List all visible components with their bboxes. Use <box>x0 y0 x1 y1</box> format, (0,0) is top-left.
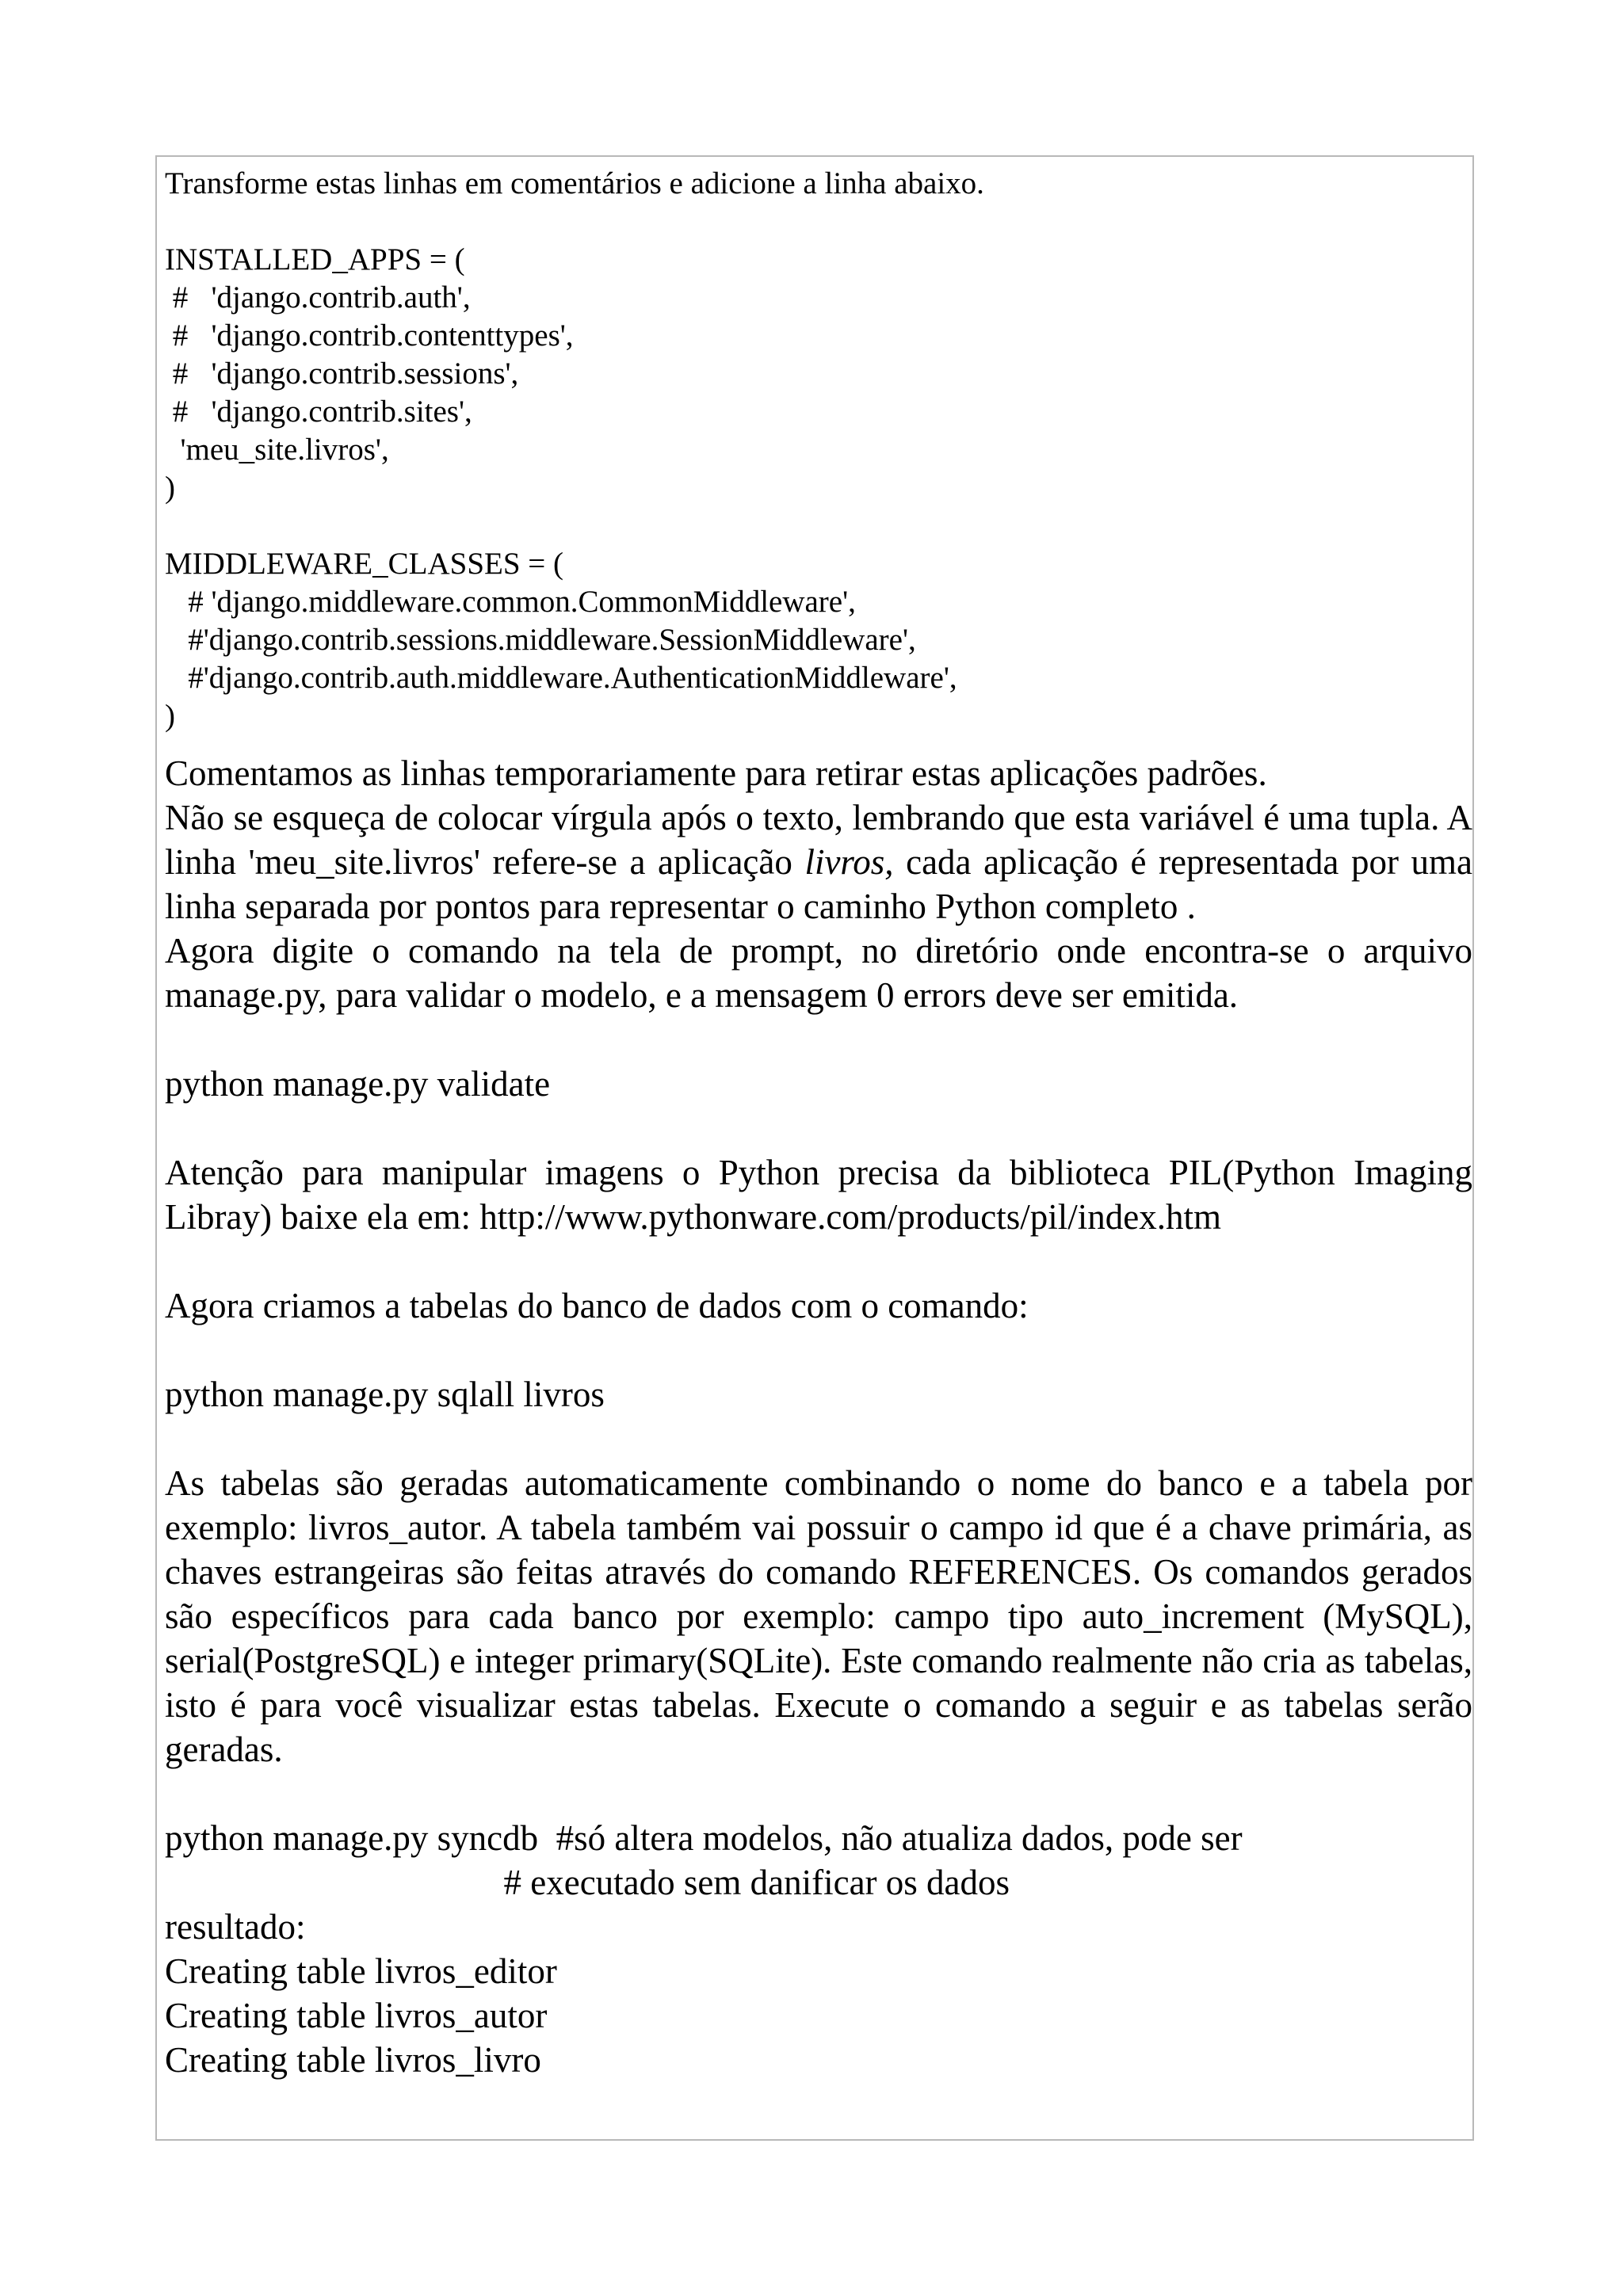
middleware-code <box>165 545 1472 735</box>
paragraph-text: cada aplicação é representada por uma linha separada por pontos para representar o caminho Python completo . <box>165 842 1472 926</box>
code-line: # 'django.contrib.contenttypes', <box>165 318 574 353</box>
result-label: resultado: <box>165 1907 306 1947</box>
code-line: ) <box>165 471 175 505</box>
installed-apps-code <box>165 241 1472 507</box>
intro-text: Transforme estas linhas em comentários e adicione a linha abaixo. <box>165 166 984 200</box>
code-line: # 'django.middleware.common.CommonMiddleware', <box>165 585 856 619</box>
code-line: # 'django.contrib.auth', <box>165 280 471 315</box>
code-line: #'django.contrib.auth.middleware.AuthenticationMiddleware', <box>165 661 957 695</box>
italic-text: livros, <box>804 842 894 882</box>
code-line: ) <box>165 699 175 733</box>
command-syncdb-comment: # executado sem danificar os dados <box>165 1863 1010 1902</box>
content-frame <box>155 155 1474 2141</box>
paragraph-tables: Agora criamos a tabelas do banco de dados com o comando: <box>165 1286 1029 1325</box>
code-line: MIDDLEWARE_CLASSES = ( <box>165 547 564 581</box>
paragraph-validate: Agora digite o comando na tela de prompt, no diretório onde encontra-se o arquivo manage.py, para validar o modelo, e a mensagem 0 errors deve ser emitida. <box>165 931 1472 1015</box>
result-line: Creating table livros_autor <box>165 1996 548 2035</box>
command-syncdb: python manage.py syncdb #só altera modelos, não atualiza dados, pode ser <box>165 1818 1243 1858</box>
paragraph-text: Não se esqueça de colocar vírgula após o texto, lembrando que esta variável é uma tupla. A linha 'meu_site.livros' refere-se a aplicação <box>165 798 1472 882</box>
paragraph-generated: As tabelas são geradas automaticamente combinando o nome do banco e a tabela por exemplo: livros_autor. A tabela também vai possuir o campo id que é a chave primária, as chaves estrangeiras são feitas através do comando REFERENCES. Os comandos gerados são específicos para cada banco por exemplo: campo tipo auto_increment (MySQL), serial(PostgreSQL) e integer primary(SQLite). Este comando realmente não cria as tabelas, isto é para você visualizar estas tabelas. Execute o comando a seguir e as tabelas serão geradas. <box>165 1463 1472 1769</box>
command-validate: python manage.py validate <box>165 1064 551 1104</box>
code-line: #'django.contrib.sessions.middleware.SessionMiddleware', <box>165 623 916 657</box>
result-line: Creating table livros_livro <box>165 2040 541 2080</box>
code-line: 'meu_site.livros', <box>165 433 389 467</box>
code-line: INSTALLED_APPS = ( <box>165 242 465 277</box>
document-body <box>165 165 1472 2082</box>
paragraph-comment: Comentamos as linhas temporariamente para retirar estas aplicações padrões. <box>165 753 1267 793</box>
paragraph-tuple <box>165 795 1472 929</box>
result-line: Creating table livros_editor <box>165 1951 557 1991</box>
paragraph-pil: Atenção para manipular imagens o Python precisa da biblioteca PIL(Python Imaging Libray) baixe ela em: http://www.pythonware.com/products/pil/index.htm <box>165 1153 1472 1237</box>
code-line: # 'django.contrib.sites', <box>165 395 472 429</box>
code-line: # 'django.contrib.sessions', <box>165 357 519 391</box>
command-sqlall: python manage.py sqlall livros <box>165 1375 605 1414</box>
